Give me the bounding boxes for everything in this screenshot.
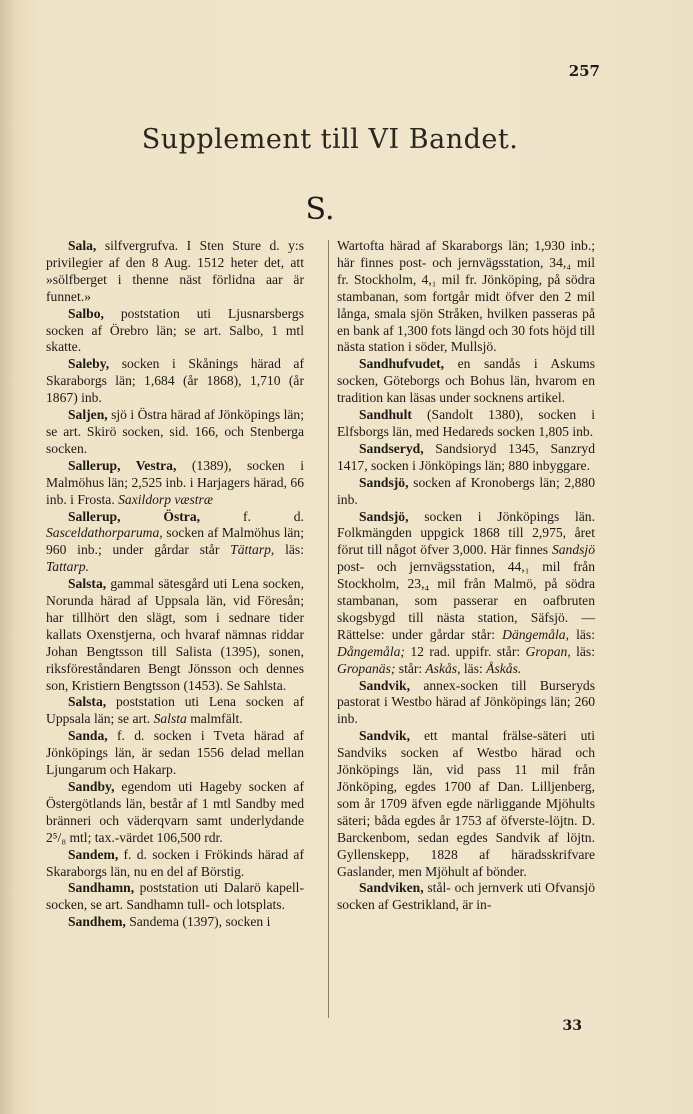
entry-headword: Salbo,: [68, 305, 104, 321]
entry-text: post- och jernvägsstation, 44,₁ mil från Stockholm, 23,₄ mil från Malmö, på södra stambanan, som passerar en oafbruten skogsbygd till nästa station, Säfsjö. — Rättelse: under gårdar står:: [337, 559, 595, 642]
dictionary-entry: [46, 238, 304, 306]
entry-headword: Salsta,: [68, 576, 107, 592]
entry-text: f. d. socken i Tveta härad af Jönköpings län, är sedan 1556 delad mellan Ljungarum och Hakarp.: [46, 728, 304, 778]
dictionary-entry: [337, 356, 595, 407]
dictionary-entry: [46, 356, 304, 407]
dictionary-entry: [46, 407, 304, 458]
entry-text: f. d.: [200, 508, 305, 524]
dictionary-entry: [46, 847, 304, 881]
entry-text: socken i Jönköpings län. Folkmängden uppgick 1868 till 2,975, året förut till något öfver 3,000. Här finnes: [337, 508, 595, 558]
entry-headword: Sandvik,: [359, 728, 411, 744]
entry-text: malmfält.: [186, 711, 243, 727]
entry-italic: Dängemåla,: [495, 626, 569, 642]
entry-text: Sandsioryd 1345, Sanzryd 1417, socken i Jönköpings län; 880 inbyggare.: [337, 440, 595, 473]
entry-text: (Sandolt 1380), socken i Elfsborgs län, med Hedareds socken 1,805 inb.: [337, 407, 595, 439]
entry-text: socken af Malmöhus län; 960 inb.; under gårdar står: [46, 525, 304, 558]
dictionary-entry: [46, 576, 304, 694]
entry-text: läs:: [274, 542, 305, 558]
entry-text: läs:: [570, 643, 595, 659]
entry-text: socken i Skånings härad af Skaraborgs län; 1,684 (år 1868), 1,710 (år 1867) inb.: [46, 356, 304, 406]
dictionary-entry: [337, 678, 595, 729]
dictionary-entry: [46, 458, 304, 509]
entry-italic: Tattarp.: [46, 559, 89, 575]
entry-text: f. d. socken i Frökinds härad af Skaraborgs län, nu en del af Börstig.: [46, 846, 304, 879]
right-column: [337, 238, 595, 914]
dictionary-entry: [46, 779, 304, 847]
entry-headword: Sandsjö,: [359, 508, 409, 524]
entry-text: läs:: [568, 626, 595, 642]
entry-headword: Sallerup, Östra,: [68, 508, 201, 524]
entry-text: ett mantal frälse-säteri uti Sandviks socken af Westbo härad och Jönköpings län, vid pass 11 mil från Jönköping, egdes 1700 af Dan. Lilljenberg, som år 1709 äfven egde närliggande Mjöhults säteri; båda egdes år 1753 af öfverste-löjtn. D. Barckenbom, sedan egdes Sandvik af löjtn. Gyllenskepp, 1828 af häradsskrifvare Gaslander, men Mjöhult af bönder.: [337, 728, 595, 879]
entry-headword: Sala,: [68, 238, 97, 253]
dictionary-entry: [337, 441, 595, 475]
dictionary-entry: [337, 509, 595, 678]
entry-text: Wartofta härad af Skaraborgs län; 1,930 inb.; här finnes post- och jernvägsstation, 34,₄ mil fr. Stockholm, 4,₁ mil fr. Jönköping, på södra stambanan, som fortgår midt öfver den 2 mil långa, smala sjön Stråken, hvilken passeras på en bank af 1,300 fots längd och 30 fots höjd till nästa station i söder, Mullsjö.: [337, 238, 595, 355]
page-heading: Supplement till VI Bandet.: [141, 124, 519, 155]
page-number: 257: [568, 62, 600, 80]
dictionary-entry: [46, 728, 304, 779]
entry-headword: Sandem,: [68, 846, 119, 862]
entry-italic: Tättarp,: [219, 542, 275, 558]
entry-text: sjö i Östra härad af Jönköpings län; se art. Skirö socken, sid. 166, och Stenberga socken.: [46, 407, 304, 456]
dictionary-entry: [46, 306, 304, 357]
entry-text: socken af Kronobergs län; 2,880 inb.: [337, 474, 595, 507]
entry-text: (1389), socken i Malmöhus län; 2,525 inb. i Harjagers härad, 66 inb. i Frosta.: [46, 457, 304, 507]
dictionary-entry: [337, 407, 595, 441]
entry-text: annex-socken till Burseryds pastorat i Westbo härad af Jönköpings län; 260 inb.: [337, 677, 595, 727]
dictionary-entry: [46, 880, 304, 914]
dictionary-entry: [337, 238, 595, 356]
dictionary-entry: [46, 694, 304, 728]
entry-italic: Salsta: [150, 711, 187, 727]
entry-headword: Sandviken,: [359, 880, 424, 896]
entry-headword: Sandhamn,: [68, 880, 135, 896]
entry-headword: Salsta,: [68, 694, 107, 710]
entry-text: en sandås i Askums socken, Göteborgs och Bohus län, hvarom en tradition kan läsas under socknens artikel.: [337, 356, 595, 406]
dictionary-entry: [337, 880, 595, 914]
left-column: [46, 238, 304, 931]
entry-headword: Sandhufvudet,: [359, 356, 445, 372]
entry-headword: Saljen,: [68, 407, 108, 423]
entry-italic: Gropan,: [520, 643, 571, 659]
entry-headword: Sandseryd,: [359, 440, 424, 456]
entry-headword: Sandhem,: [68, 914, 126, 930]
entry-italic: Askås,: [422, 660, 461, 676]
dictionary-entry: [337, 475, 595, 509]
entry-headword: Sandby,: [68, 779, 115, 794]
entry-italic: Saxildorp væstræ: [114, 491, 213, 507]
entry-headword: Sandhult: [359, 407, 412, 423]
entry-text: 12 rad. uppifr. står:: [404, 643, 521, 659]
dictionary-entry: [337, 728, 595, 880]
section-letter: S.: [305, 192, 335, 227]
entry-italic: Åskås.: [482, 660, 522, 676]
entry-text: egendom uti Hageby socken af Östergötlands län, består af 1 mtl Sandby med bränneri och väderqvarn samt underlydande 2⁵/₈ mtl; tax.-värdet 106,500 rdr.: [46, 779, 304, 845]
entry-text: silfvergrufva. I Sten Sture d. y:s privilegier af den 8 Aug. 1512 heter det, att »sölfberget i thenne näst förlidna aar är funnet.»: [46, 238, 304, 304]
column-divider: [328, 240, 329, 1018]
entry-text: poststation uti Ljusnarsbergs socken af Örebro län; se art. Salbo, 1 mtl skatte.: [46, 305, 304, 355]
signature-mark: 33: [562, 1018, 582, 1034]
entry-text: läs:: [460, 660, 483, 676]
entry-text: stål- och jernverk uti Ofvansjö socken af Gestrikland, är in-: [337, 880, 595, 913]
entry-italic: Gropanäs;: [337, 660, 396, 676]
entry-headword: Sandsjö,: [359, 474, 409, 490]
entry-headword: Sandvik,: [359, 677, 411, 693]
entry-text: poststation uti Dalarö kapell-socken, se art. Sandhamn tull- och lotsplats.: [46, 880, 304, 913]
entry-italic: Dångemåla;: [337, 643, 405, 659]
entry-italic: Sandsjö: [548, 542, 595, 558]
entry-headword: Sallerup, Vestra,: [68, 457, 177, 473]
entry-text: står:: [395, 660, 423, 676]
dictionary-entry: [46, 914, 304, 931]
entry-text: Sandema (1397), socken i: [125, 914, 271, 930]
entry-text: poststation uti Lena socken af Uppsala län; se art.: [46, 694, 304, 727]
entry-headword: Sanda,: [68, 728, 108, 744]
dictionary-entry: [46, 509, 304, 577]
entry-headword: Saleby,: [68, 356, 110, 372]
entry-text: gammal sätesgård uti Lena socken, Norunda härad af Uppsala län, vid Föresån; har tillhört den slägt, som i sednare tider kallats Oxenstjerna, och hvaraf nämnas riddar Johan Bengtsson till Salista (1395), sonen, riksföreståndaren Bengt Jönsson och dennes son, Kristiern Bengtsson (1453). Se Sahlsta.: [46, 576, 304, 693]
entry-italic: Sasceldathorparuma,: [46, 525, 163, 541]
